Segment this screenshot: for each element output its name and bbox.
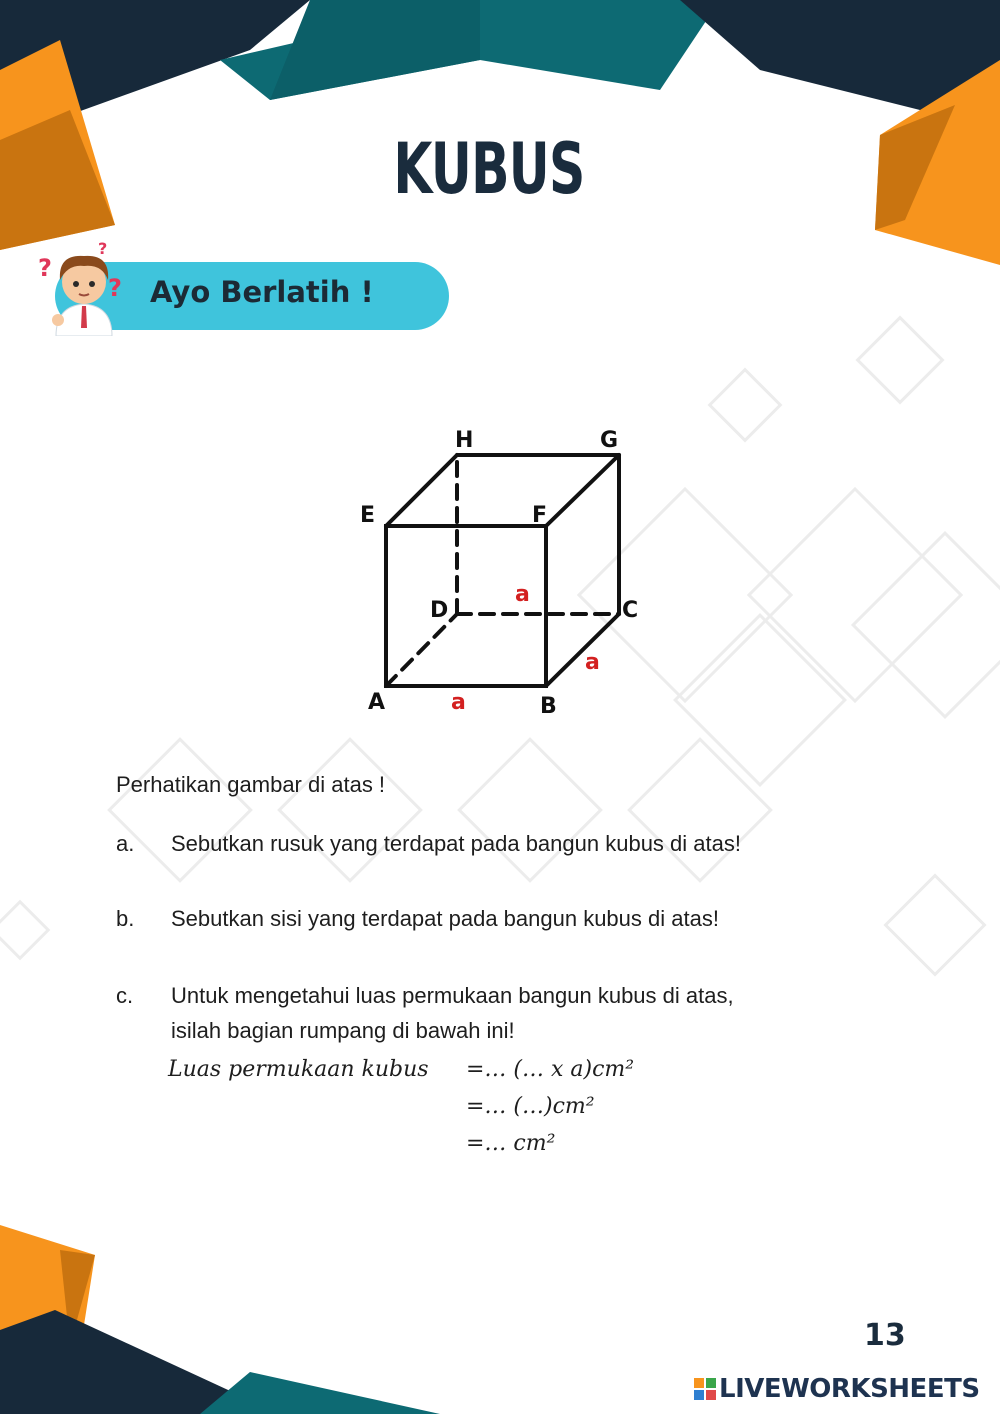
edge-label-top: a xyxy=(515,582,530,607)
question-a-marker: a. xyxy=(116,831,135,856)
edge-BC xyxy=(546,614,619,686)
section-badge-label: Ayo Berlatih ! xyxy=(150,275,374,309)
svg-text:?: ? xyxy=(38,254,52,282)
vertex-E: E xyxy=(360,503,376,528)
cube-diagram xyxy=(340,415,660,735)
formula-line-3: =… cm² xyxy=(466,1131,556,1156)
edge-label-bottom: a xyxy=(451,690,466,715)
formula-line-1: =… (… x a)cm² xyxy=(466,1057,635,1082)
vertex-H: H xyxy=(455,428,474,453)
vertex-C: C xyxy=(622,598,639,623)
edge-FG xyxy=(546,455,619,526)
question-c-text-2: isilah bagian rumpang di bawah ini! xyxy=(171,1018,515,1043)
vertex-G: G xyxy=(600,428,619,453)
edge-label-side: a xyxy=(585,650,600,675)
svg-text:?: ? xyxy=(108,274,122,302)
brand-name: LIVEWORKSHEETS xyxy=(719,1374,980,1404)
instruction-text: Perhatikan gambar di atas ! xyxy=(116,772,386,797)
vertex-B: B xyxy=(540,694,557,719)
page-number: 13 xyxy=(864,1318,906,1353)
formula-line-2: =… (…)cm² xyxy=(466,1094,595,1119)
student-thinking-icon xyxy=(36,236,132,336)
edge-EH xyxy=(386,455,457,526)
brand-footer xyxy=(694,1374,980,1404)
question-b-text: Sebutkan sisi yang terdapat pada bangun kubus di atas! xyxy=(171,906,719,931)
liveworksheets-logo-icon xyxy=(694,1378,716,1400)
question-c-marker: c. xyxy=(116,983,134,1008)
page-title: KUBUS xyxy=(393,128,585,210)
question-a-text: Sebutkan rusuk yang terdapat pada bangun kubus di atas! xyxy=(171,831,741,856)
vertex-F: F xyxy=(532,503,548,528)
question-b-marker: b. xyxy=(116,906,135,931)
edge-AD xyxy=(386,614,457,686)
formula-label: Luas permukaan kubus xyxy=(168,1057,429,1082)
svg-text:?: ? xyxy=(98,239,108,258)
vertex-D: D xyxy=(430,598,449,623)
question-c-text: Untuk mengetahui luas permukaan bangun kubus di atas, xyxy=(171,983,734,1008)
vertex-A: A xyxy=(368,690,386,715)
